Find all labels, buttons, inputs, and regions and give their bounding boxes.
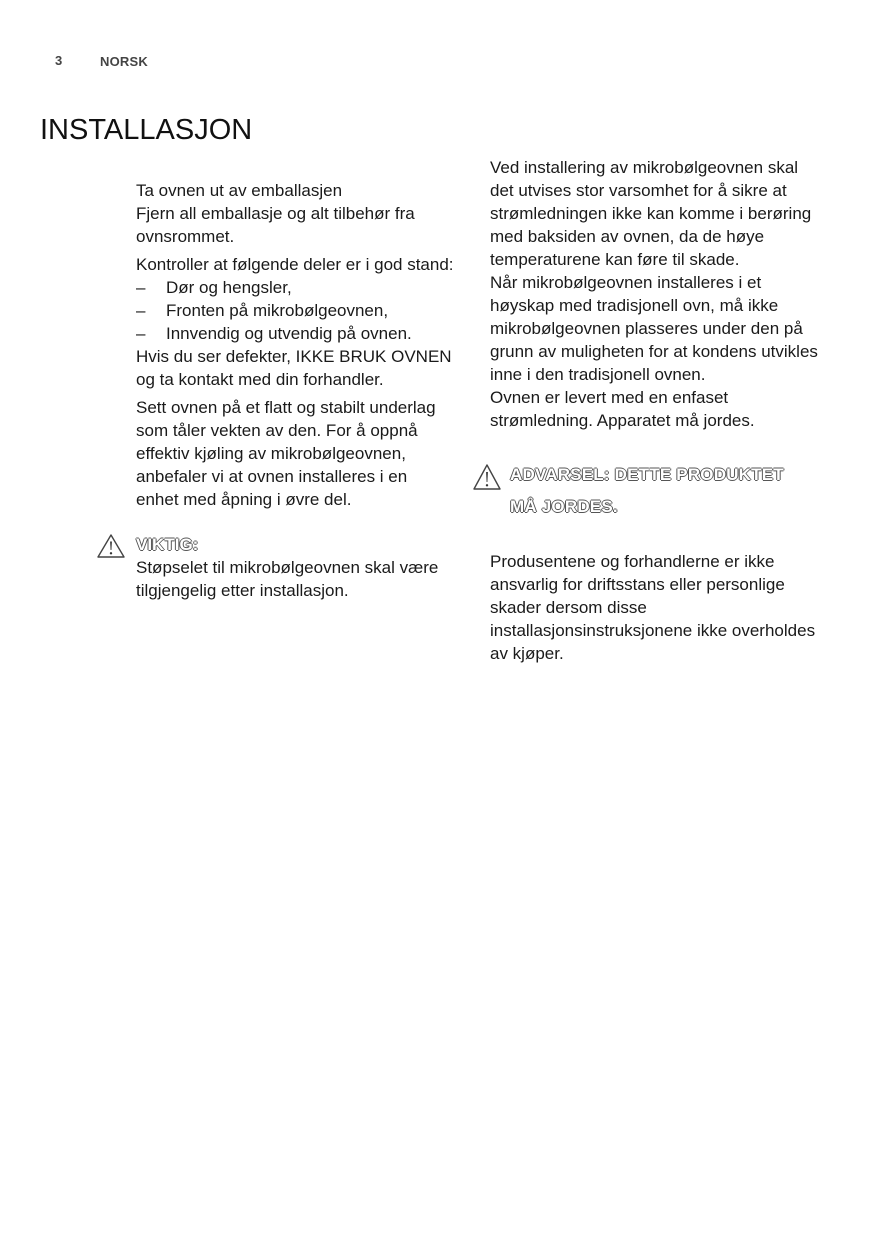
warning-triangle-icon [472, 463, 502, 491]
list-item-text: Fronten på mikrobølgeovnen, [166, 301, 389, 320]
warning-title-line1: ADVARSEL: DETTE PRODUKTET [510, 465, 784, 484]
unpack-text: Fjern all emballasje og alt tilbehør fra ovnsrommet. [136, 204, 415, 246]
dash-bullet: – [136, 324, 146, 343]
grounding-text: Ovnen er levert med en enfaset strømledning. Apparatet må jordes. [490, 388, 755, 430]
important-text: Støpselet til mikrobølgeovnen skal være tilgjengelig etter installasjon. [136, 558, 439, 600]
language-label: NORSK [100, 54, 148, 69]
list-item-text: Dør og hengsler, [166, 278, 292, 297]
warning-triangle-icon [96, 533, 126, 559]
important-notice [136, 533, 454, 602]
warning-notice [490, 459, 820, 523]
cord-caution-text: Ved installering av mikrobølgeovnen skal det utvises stor varsomhet for å sikre at strømledningen ikke kan komme i berøring med baksiden av ovnen, da de høye temperaturene kan føre til skade. [490, 158, 812, 269]
liability-text: Produsentene og forhandlerne er ikke ansvarlig for driftsstans eller personlige skader dersom disse installasjonsinstruksjonene ikke overholdes av kjøper. [490, 552, 816, 663]
unpack-heading: Ta ovnen ut av emballasjen [136, 181, 343, 200]
list-item [136, 322, 454, 345]
dash-bullet: – [136, 301, 146, 320]
important-title: VIKTIG: [136, 535, 199, 554]
page-number: 3 [55, 53, 63, 68]
list-item [136, 276, 454, 299]
list-item [136, 299, 454, 322]
warning-title-line2: MÅ JORDES. [510, 497, 618, 516]
inspect-intro: Kontroller at følgende deler er i god stand: [136, 255, 454, 274]
page-title: INSTALLASJON [40, 114, 253, 146]
cabinet-placement-text: Når mikrobølgeovnen installeres i et høyskap med tradisjonell ovn, må ikke mikrobølgeovnen plasseres under den på grunn av muligheten for at kondens utvikles inne i den tradisjonell ovnen. [490, 273, 818, 384]
defect-instructions: Hvis du ser defekter, IKKE BRUK OVNEN og ta kontakt med din forhandler. [136, 347, 452, 389]
dash-bullet: – [136, 278, 146, 297]
placement-text: Sett ovnen på et flatt og stabilt underlag som tåler vekten av den. For å oppnå effektiv kjøling av mikrobølgeovnen, anbefaler vi at ovnen installeres i en enhet med åpning i øvre del. [136, 398, 436, 509]
left-column [136, 179, 454, 602]
right-column [490, 156, 820, 665]
list-item-text: Innvendig og utvendig på ovnen. [166, 324, 412, 343]
